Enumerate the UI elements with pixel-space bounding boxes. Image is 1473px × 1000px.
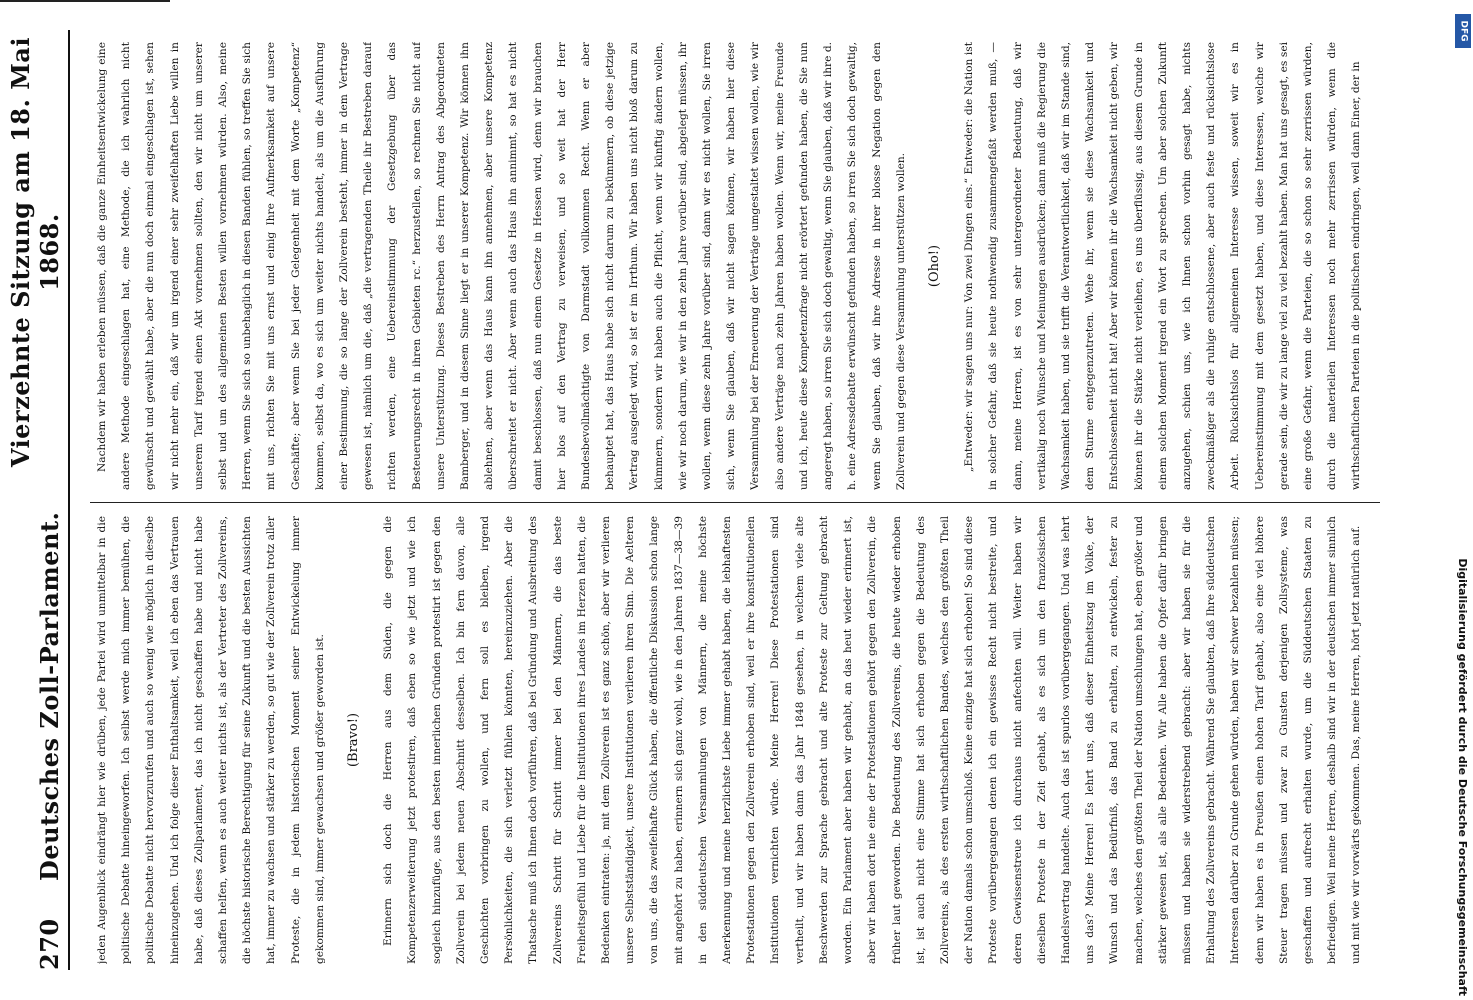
left-column [90, 516, 1380, 964]
interjection-oho: (Oho!) [926, 244, 942, 288]
digitization-credit: Digitalisierung gefördert durch die Deutsche Forschungsgemeinschaft [1456, 558, 1469, 996]
interjection-bravo: (Bravo!) [346, 712, 362, 768]
header-right-title: Vierzehnte Sitzung am 18. Mai 1868. [6, 37, 64, 468]
right-paragraph-2: „Entweder: wir sagen uns nur: Von zwei Dingen eins.“ Entweder: die Nation ist in solcher Gefahr, daß sie heute nothwendig zusammengefaßt werden muß, — dann, meine Herren, ist es von sehr untergeordneter Bedeutung, daß wir vertikalig noch Wünsche und Meinungen ausdrücken; dann muß die Regierung die Wachsamkeit haben, und sie trifft die Verantwortlichkeit, daß wir im Stande sind, dem Sturme entgegenzutreten. Wehe ihr, wenn sie diese Wachsamkeit und Entschlossenheit nicht hat! Aber wir können ihr die Wachsamkeit nicht geben, wir können ihr die Stärke nicht verleihen, es uns überflüssig, aus diesem Grunde in einem solchen Moment irgend ein Wort zu sprechen. Um aber solchen Zukunft anzugehen, schien uns, wie ich Ihnen schon vorhin gesagt habe, nichts zweckmäßiger als die ruhige entschlossene, aber auch feste und rücksichtslose Arbeit. Rücksichtslos für allgemeinen Interesse wissen, soweit wir es in Uebereinstimmung mit dem gesetzt haben, und diese Interessen, welche wir gerade sein, die wir zu lange viel zu viel bezahlt haben. Man hat uns gesagt, es sei eine große Gefahr, wenn die Parteien, die so schon so sehr zerrissen würden, durch die materiellen Interessen noch mehr zerrissen würden, wenn die wirthschaftlichen Parteien in die politischen eindringen, weil dann Einer, der in [963, 42, 1363, 490]
digitization-sidebar [1453, 10, 1471, 996]
right-paragraph-1: Nachdem wir haben erleben müssen, daß die ganze Einheitsentwickelung eine andere Methode eingeschlagen hat, eine Methode, die ich wahrlich nicht gewünscht und gewählt habe, aber die nun doch einmal eingeschlagen ist, sehen wir nicht mehr ein, daß wir um irgend einer sehr zweifelhaften Liebe willen in unserem Tarif irgend einen Akt vornehmen sollten, den wir nicht um unserer selbst und um des allgemeinen Besten willen vornehmen würden. Also, meine Herren, wenn Sie sich so unbehaglich in diesen Banden fühlen, so treffen Sie sich mit uns, richten Sie mit uns ernst und einig Ihre Aufmerksamkeit auf unsere Geschäfte; aber wenn Sie bei jeder Gelegenheit mit dem Worte „Kompetenz“ kommen, selbst da, wo es sich um weiter nichts handelt, als um die Ausführung einer Bestimmung, die so lange der Zollverein besteht, immer in dem Vertrage gewesen ist, nämlich um die, daß „die vertragenden Theile ihr Bestreben darauf richten werden, eine Uebereinstimmung der Gesetzgebung über das Besteuerungsrecht in ihren Gebieten rc.“ herzustellen, so rechnen Sie nicht auf unsere Unterstützung. Dieses Bestreben des Herrn Antrag des Abgeordneten Bamberger, und in diesem Sinne liegt er in unserer Kompetenz. Wir können ihn ablehnen, aber wenn das Haus kann ihn annehmen, aber unsere Kompetenz überschreitet er nicht. Aber wenn auch das Haus ihn annimmt, so hat es nicht damit beschlossen, daß nun einem Gesetze in Hessen wird, denn wir brauchen hier blos auf den Vertrag zu verweisen, und so weit hat der Herr Bundesbevollmächtigte von Darmstadt vollkommen Recht. Wenn er aber behauptet hat, das Haus habe sich nicht darum zu bekümmern, ob diese jetzige Vertrag ausgelegt wird, so ist er im Irrthum. Wir haben uns nicht bloß darum zu kümmern, sondern wir haben auch die Pflicht, wenn wir künftig ändern wollen, wie wir noch darum, wie wir in den zehn Jahre vorüber sind, abgelegt müssen, ihr wollen, wenn diese zehn Jahre vorüber sind, dann wir es nicht wollen, Sie irren sich, wenn Sie glauben, daß wir nicht sagen können, wir haben hier diese Versammlung bei der Erneuerung der Verträge umgestaltet wissen wollen, wie wir also andere Verträge nach zehn Jahren haben wollen. Wenn wir, meine Freunde und ich, heute diese Kompetenzfrage nicht erörtert gefunden haben, die Sie nun angeregt haben, so irren Sie sich doch gewaltig, wenn Sie glauben, daß wir ihre d. h. eine Adressdebatte erwünscht gefunden haben, so irren Sie sich doch gewaltig, wenn Sie glauben, daß wir ihre Adresse in ihrer blosse Negation gegen den Zollverein und gegen diese Versammlung unterstützen wollen. [96, 42, 907, 490]
left-paragraph-2: Erinnern sich doch die Herren aus dem Süden, die gegen die Kompetenzerweiterung jetzt protestiren, daß eben so wie jetzt und wie ich sogleich hinzufüge, aus den besten innerlichen Gründen protestirt ist gegen den Zollverein bei jedem neuen Abschnitt desselben. Ich bin fern davon, alle Geschichten vorbringen zu wollen, und fern soll es bleiben, irgend Persönlichkeiten, die sich verletzt fühlen könnten, hereinzuziehen. Aber die Thatsache muß ich Ihnen doch vorführen, daß bei Gründung und Ausbreitung des Zollvereins Schritt für Schritt immer bei den Männern, die das beste Freiheitsgefühl und Liebe für die Institutionen ihres Landes im Herzen hatten, die Bedenken eintraten: ja, mit dem Zollverein ist es ganz schön, aber wir verlieren unsere Selbstständigkeit, unsere Institutionen verlieren ihren Sinn. Die Aelteren von uns, die das zweifelhafte Glück haben, die öffentliche Diskussion schon lange mit angehört zu haben, erinnern sich ganz wohl, wie in den Jahren 1837—38—39 in den süddeutschen Versammlungen von Männern, die meine höchste Anerkennung und meine herzlichste Liebe immer gehabt haben, die lebhaftesten Protestationen gegen den Zollverein erhoben sind, weil er ihre konstitutionellen Institutionen vernichten würde. Meine Herren! Diese Protestationen sind vertheilt, und wir haben dann das Jahr 1848 gesehen, in welchem viele alte Beschwerden zur Sprache gebracht und alte Proteste zur Geltung gebracht worden. Ein Parlament aber haben wir gehabt, an das heut wieder erinnert ist, aber wir haben dort nie eine der Protestationen gehört gegen den Zollverein, die früher laut geworden. Die Bedeutung des Zollvereins, die heute wieder erhoben ist, ist auch nicht eine Stimme hat sich erhoben gegen die Bedeutung des Zollvereins, als des ersten wirthschaftlichen Bandes, welches den größten Theil der Nation damals schon umschloß. Keine einzige hat sich erhoben! So sind diese Proteste vorübergegangen denen ich ein gewisses Recht nicht bestreite, und deren Gewissenstreue ich durchaus nicht anfechten will. Weiter haben wir dieselben Proteste in der Zeit gehabt, als es sich um den französischen Handelsvertrag handelte. Auch das ist spurlos vorübergegangen. Und was lehrt uns das? Meine Herren! Es lehrt uns, daß dieser Einheitszug im Volke, der Wunsch und das Bedürfniß, das Band zu erhalten, zu entwickeln, fester zu machen, welches den größten Theil der Nation umschlungen hat, eben größer und stärker gewesen ist, als alle Bedenken. Wir Alle haben die Opfer dafür bringen müssen und haben sie widerstrebend gebracht: aber wir haben sie für die Erhaltung des Zollvereins gebracht. Während Sie glaubten, daß Ihre süddeutschen Interessen darüber zu Grunde gehen würden, haben wir schwer bezahlen müssen; denn wir haben es in Preußen einen hohen Tarif gehabt, also eine viel höhere Steuer tragen müssen und zwar zu Gunsten derjenigen Zollsysteme, was geschaffen und aufrecht erhalten wurde, um die Süddeutschen Staaten zu befriedigen. Weil meine Herren, deshalb sind wir in der deutschen immer sinnlich und mit wie wir vorwärts gekommen. Das, meine Herren, hört jetzt natürlich auf. [382, 516, 1363, 964]
dfg-logo [1455, 14, 1471, 48]
right-column [90, 42, 1380, 490]
header-left-title: Deutsches Zoll-Parlament. [35, 511, 64, 881]
page-number: 270 [35, 918, 64, 970]
column-divider [90, 502, 1380, 503]
dfg-logo-text: DFG [1458, 20, 1469, 42]
left-paragraph-1: jeden Augenblick eindrängt hier wie drüben, jede Partei wird unmittelbar in die politische Debatte hineingeworfen. Ich selbst werde mich immer bemühen, die politische Debatte nicht hervorzurufen und auch so wenig wie möglich in dieselbe hineinzugehen. Und ich folge dieser Enthaltsamkeit, weil ich eben das Vertrauen habe, daß dieses Zollparlament, das ich nicht geschaffen habe und nicht habe schaffen helfen, wenn es auch weiter nichts ist, als der Vertreter des Zollvereins, die höchste historische Berechtigung für seine Zukunft und die besten Aussichten hat, immer zu wachsen und stärker zu werden, so gut wie der Zollverein trotz aller Proteste, die in jedem historischen Moment seiner Entwickelung immer gekommen sind, immer gewachsen und größer geworden ist. [96, 516, 326, 964]
page-header [6, 30, 70, 970]
